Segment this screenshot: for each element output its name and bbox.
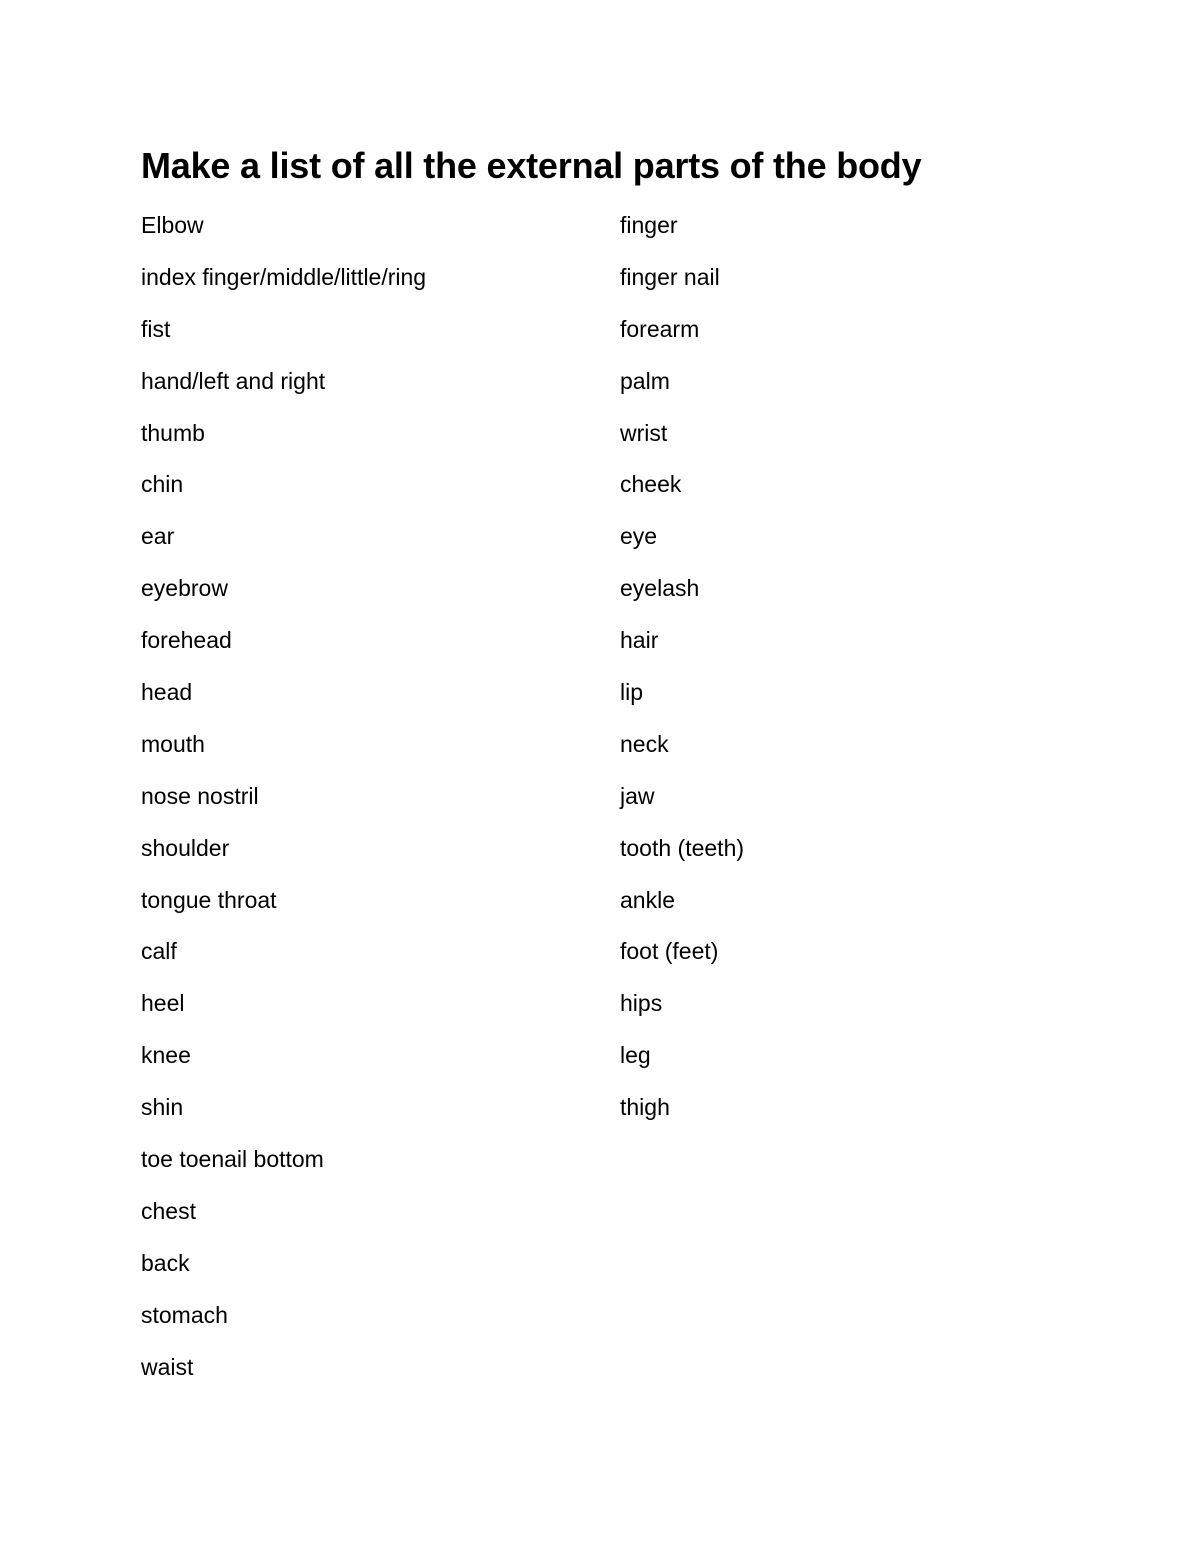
list-item: wrist (620, 419, 668, 446)
list-item: hips (620, 990, 663, 1017)
list-item: eyelash (620, 575, 700, 602)
list-item: forehead (141, 627, 232, 654)
list-item: shoulder (141, 834, 230, 861)
list-item: hair (620, 627, 659, 654)
list-item: eye (620, 523, 658, 550)
list-item: toe toenail bottom (141, 1146, 324, 1173)
list-item: thigh (620, 1094, 670, 1121)
list-item: finger (620, 212, 678, 238)
list-item: eyebrow (141, 575, 228, 602)
list-item: finger nail (620, 263, 720, 290)
right-word-list (620, 207, 1020, 1141)
list-item: palm (620, 367, 670, 394)
list-item: shin (141, 1094, 184, 1121)
list-item: ankle (620, 886, 675, 913)
list-item: cheek (620, 471, 682, 498)
list-item: ear (141, 523, 175, 550)
left-word-list (141, 207, 591, 1400)
list-item: tongue throat (141, 886, 277, 913)
list-item: chin (141, 471, 184, 498)
list-item: mouth (141, 730, 205, 757)
list-item: fist (141, 315, 171, 342)
list-item: heel (141, 990, 185, 1017)
list-item: leg (620, 1042, 651, 1069)
list-item: stomach (141, 1301, 228, 1328)
list-item: head (141, 679, 193, 706)
list-item: nose nostril (141, 782, 259, 809)
list-item: index finger/middle/little/ring (141, 263, 427, 290)
list-item: hand/left and right (141, 367, 326, 394)
list-item: Elbow (141, 212, 204, 238)
list-item: forearm (620, 315, 700, 342)
page-title: Make a list of all the external parts of the body (141, 145, 922, 186)
list-item: chest (141, 1197, 196, 1224)
list-item: neck (620, 730, 669, 757)
list-item: back (141, 1249, 190, 1276)
list-item: knee (141, 1042, 191, 1069)
list-item: thumb (141, 419, 205, 446)
list-item: tooth (teeth) (620, 834, 745, 861)
list-item: calf (141, 938, 177, 965)
list-item: waist (141, 1353, 194, 1380)
list-item: lip (620, 679, 644, 706)
list-item: jaw (620, 782, 655, 809)
list-item: foot (feet) (620, 938, 719, 965)
